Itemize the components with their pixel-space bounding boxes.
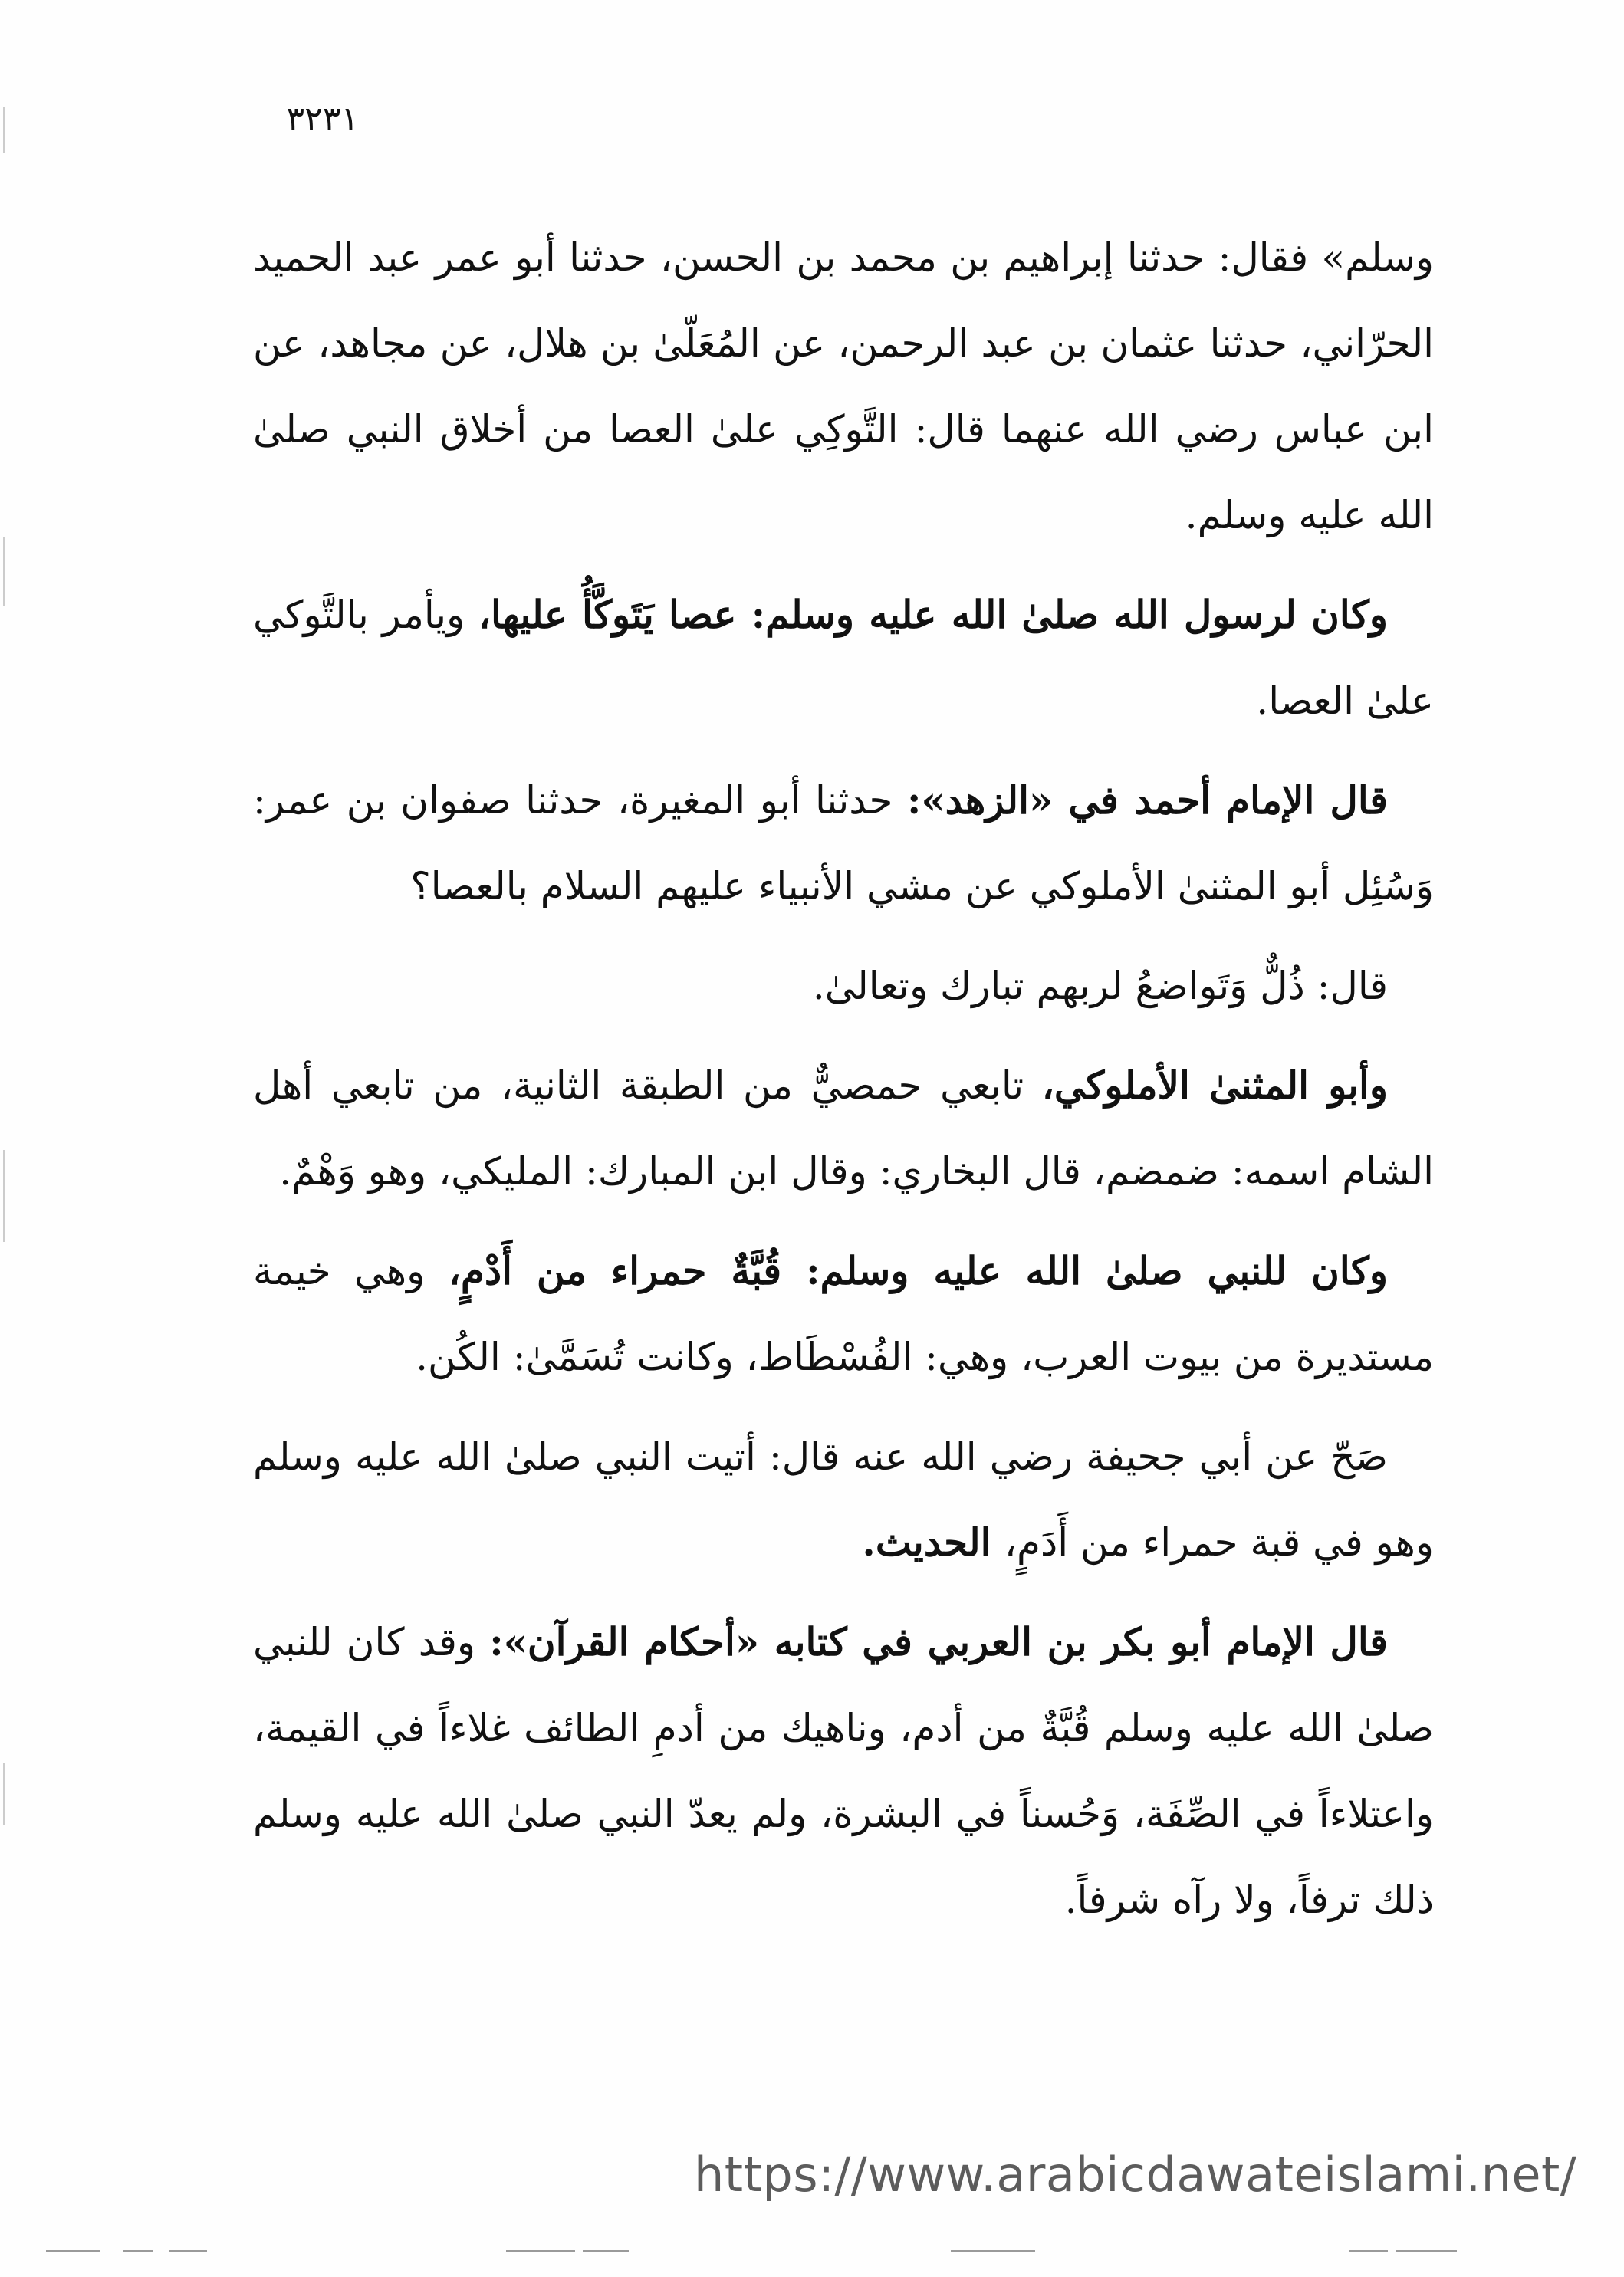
paragraph-4 <box>253 943 1434 1029</box>
paragraph-8-text: وقد كان للنبي صلىٰ الله عليه وسلم قُبَّةٌ من أدم، وناهيك من أدمِ الطائف غلاءاً في القيمة، واعتلاءاً في الصِّفَة، وَحُسناً في البشرة، ولم يعدّ النبي صلىٰ الله عليه وسلم ذلك ترفاً، ولا رآه شرفاً. <box>253 1620 1434 1922</box>
paragraph-3-text: حدثنا أبو المغيرة، حدثنا صفوان بن عمر: وَسُئِل أبو المثنىٰ الأملوكي عن مشي الأنبياء عليهم السلام بالعصا؟ <box>253 778 1434 909</box>
scan-edge-mark <box>3 1763 5 1825</box>
paragraph-2-heading: وكان لرسول الله صلىٰ الله عليه وسلم: عصا يَتَوكَّأُ عليها، <box>478 592 1389 637</box>
paragraph-3-heading: قال الإمام أحمد في «الزهد»: <box>906 777 1388 823</box>
paragraph-5-heading: وأبو المثنىٰ الأملوكي، <box>1041 1063 1389 1108</box>
paragraph-3 <box>253 757 1434 929</box>
paragraph-2-text: ويأمر بالتَّوكي علىٰ العصا. <box>253 593 1434 723</box>
paragraph-6-text: وهي خيمة مستديرة من بيوت العرب، وهي: الفُسْطَاط، وكانت تُسَمَّىٰ: الكُن. <box>253 1249 1434 1379</box>
paragraph-1-text: وسلم» فقال: حدثنا إبراهيم بن محمد بن الحسن، حدثنا أبو عمر عبد الحميد الحرّاني، حدثنا عثمان بن عبد الرحمن، عن المُعَلّىٰ بن هلال، عن مجاهد، عن ابن عباس رضي الله عنهما قال: التَّوكِي علىٰ العصا من أخلاق النبي صلىٰ الله عليه وسلم. <box>253 235 1434 537</box>
paragraph-4-text: قال: ذُلٌّ وَتَواضعُ لربهم تبارك وتعالىٰ. <box>812 964 1388 1008</box>
paragraph-6 <box>253 1228 1434 1400</box>
scan-edge-mark <box>3 1150 5 1242</box>
scan-edge-mark <box>3 107 5 153</box>
paragraph-7 <box>253 1414 1434 1585</box>
paragraph-1 <box>253 215 1434 558</box>
paragraph-7-text: صَحّ عن أبي جحيفة رضي الله عنه قال: أتيت النبي صلىٰ الله عليه وسلم وهو في قبة حمراء من أَدَمٍ، <box>253 1434 1434 1565</box>
paragraph-8-heading: قال الإمام أبو بكر بن العربي في كتابه «أحكام القرآن»: <box>489 1619 1388 1664</box>
source-url: https://www.arabicdawateislami.net/ <box>694 2147 1577 2203</box>
paragraph-2 <box>253 572 1434 744</box>
paragraph-6-heading: وكان للنبي صلىٰ الله عليه وسلم: قُبَّةٌ حمراء من أَدْمٍ، <box>448 1248 1388 1293</box>
body-text <box>253 215 1434 1957</box>
paragraph-5 <box>253 1043 1434 1214</box>
scan-edge-mark <box>3 537 5 606</box>
scan-bottom-marks <box>46 2250 1564 2253</box>
paragraph-5-text: تابعي حمصيٌّ من الطبقة الثانية، من تابعي أهل الشام اسمه: ضمضم، قال البخاري: وقال ابن المبارك: المليكي، وهو وَهْمٌ. <box>253 1063 1434 1194</box>
page-number: ٣٢٣١ <box>286 100 359 139</box>
paragraph-8 <box>253 1599 1434 1943</box>
paragraph-7-ending: الحديث. <box>862 1520 1004 1565</box>
